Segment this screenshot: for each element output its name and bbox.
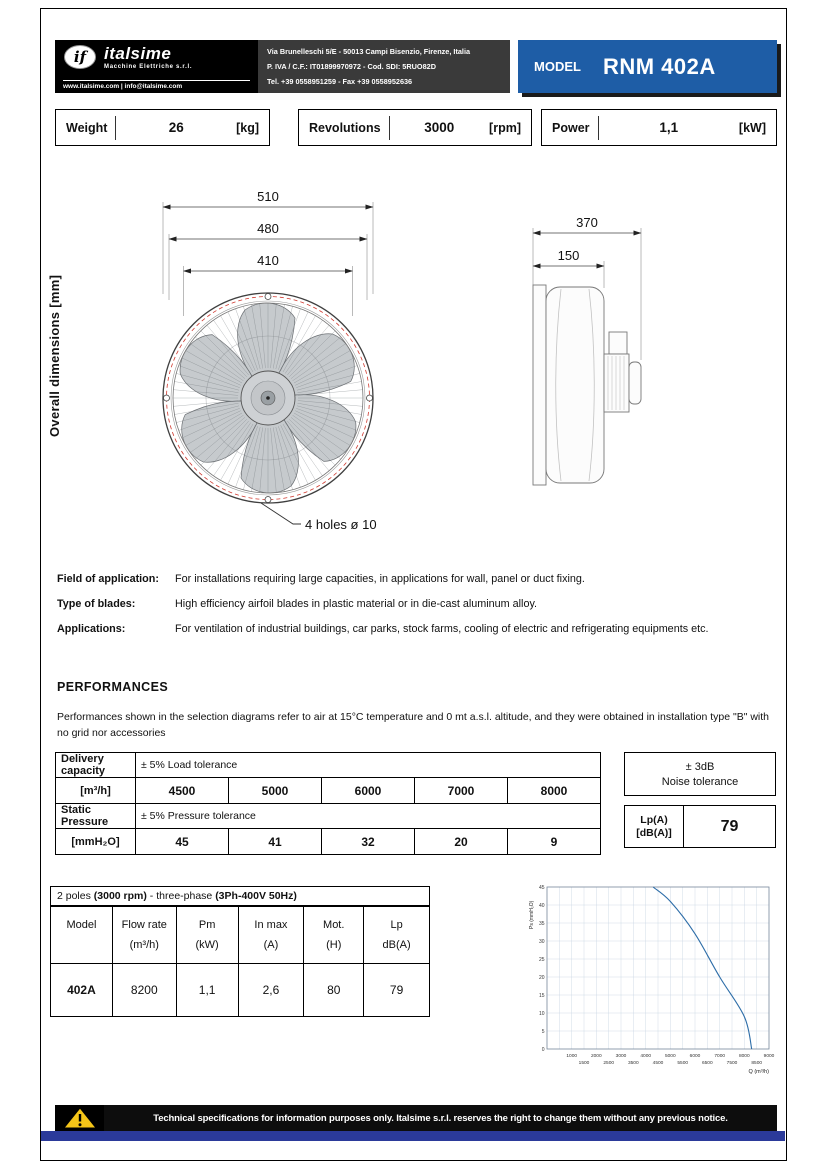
- pressure-unit: [mmH₂O]: [56, 829, 136, 855]
- applications-row: [57, 622, 773, 636]
- spec-value: 1,1: [659, 120, 679, 135]
- row-label: Applications:: [57, 623, 126, 636]
- fan-side-drawing: [533, 285, 641, 485]
- warning-icon: [63, 1107, 97, 1129]
- type-of-blades-row: [57, 597, 773, 611]
- noise-level-value: 79: [720, 817, 739, 835]
- cell-in-max: 2,6: [238, 964, 304, 1017]
- pressure-value: 32: [322, 829, 415, 855]
- motor-table: [50, 906, 430, 1017]
- model-label: MODEL: [534, 59, 581, 74]
- motor-table-header: [51, 907, 430, 964]
- spec-value: 3000: [424, 120, 455, 135]
- pressure-value: 41: [229, 829, 322, 855]
- company-address: [258, 40, 510, 93]
- col-model: Model: [51, 907, 113, 964]
- pressure-header-row: [56, 804, 601, 829]
- svg-text:3000: 3000: [615, 1054, 627, 1059]
- noise-tolerance-label: Noise tolerance: [661, 775, 739, 788]
- noise-tolerance-box: [624, 752, 776, 796]
- svg-text:5000: 5000: [664, 1054, 676, 1059]
- performances-heading: PERFORMANCES: [57, 680, 169, 694]
- spec-label: Revolutions: [309, 120, 381, 135]
- pressure-tolerance: ± 5% Pressure tolerance: [136, 804, 601, 829]
- noise-level-box: [624, 805, 776, 848]
- weight-spec-box: [55, 109, 270, 146]
- svg-text:Q (m³/h): Q (m³/h): [748, 1069, 769, 1075]
- motor-table-title: 2 poles (3000 rpm) - three-phase (3Ph-400V 50Hz): [50, 886, 430, 906]
- svg-text:6000: 6000: [689, 1054, 701, 1059]
- fan-front-drawing: [163, 293, 373, 503]
- field-of-application-row: [57, 572, 773, 586]
- mounting-plate: [533, 285, 546, 485]
- performance-curve-plot: [527, 882, 777, 1087]
- pressure-value: 9: [508, 829, 601, 855]
- address-line: Tel. +39 0558951259 - Fax +39 0558952636: [267, 77, 413, 86]
- bottom-accent-bar: [41, 1131, 785, 1141]
- address-line: Via Brunelleschi 5/E - 50013 Campi Bisenzio, Firenze, Italia: [267, 47, 471, 56]
- brand-name: italsime: [104, 43, 172, 63]
- pressure-value: 20: [415, 829, 508, 855]
- svg-text:8500: 8500: [751, 1061, 763, 1066]
- col-in-max: In max (A): [238, 907, 304, 964]
- svg-text:9000: 9000: [763, 1054, 775, 1059]
- cell-mot: 80: [304, 964, 364, 1017]
- delivery-value: 7000: [415, 778, 508, 804]
- dimensions-section-label: Overall dimensions [mm]: [47, 274, 62, 437]
- spec-label: Weight: [66, 120, 108, 135]
- svg-text:5500: 5500: [677, 1061, 689, 1066]
- delivery-value: 4500: [136, 778, 229, 804]
- svg-text:25: 25: [538, 956, 545, 963]
- fan-front-view: [143, 190, 393, 540]
- cell-lp: 79: [364, 964, 430, 1017]
- pressure-value: 45: [136, 829, 229, 855]
- logo-row: [63, 44, 250, 70]
- cell-flow: 8200: [112, 964, 176, 1017]
- address-line: P. IVA / C.F.: IT01899970972 - Cod. SDI: 5RUO82D: [267, 62, 436, 71]
- row-label: Field of application:: [57, 573, 159, 585]
- spec-unit: [kg]: [236, 120, 259, 135]
- delivery-capacity-label: Delivery capacity: [56, 753, 136, 778]
- spec-unit: [rpm]: [489, 120, 521, 135]
- logo-text: [104, 45, 192, 70]
- holes-leader-line: [261, 503, 301, 524]
- svg-text:7000: 7000: [714, 1054, 726, 1059]
- svg-text:3500: 3500: [627, 1061, 639, 1066]
- motor-end-cap: [629, 362, 641, 404]
- svg-text:8000: 8000: [738, 1054, 750, 1059]
- motor-data-section: [50, 886, 430, 1017]
- svg-text:7500: 7500: [726, 1061, 738, 1066]
- svg-text:15: 15: [538, 992, 545, 999]
- col-flow-rate: Flow rate (m³/h): [112, 907, 176, 964]
- delivery-value: 8000: [508, 778, 601, 804]
- performance-table: [55, 752, 601, 855]
- svg-text:6500: 6500: [701, 1061, 713, 1066]
- col-mot: Mot. (H): [304, 907, 364, 964]
- svg-text:4500: 4500: [652, 1061, 664, 1066]
- model-banner: [518, 40, 777, 93]
- brand-contact: www.italsime.com | info@italsime.com: [63, 80, 250, 90]
- spec-value: 26: [168, 120, 184, 135]
- spec-label: Power: [552, 120, 590, 135]
- fan-hub: [241, 371, 295, 425]
- dim-150: 150: [557, 248, 580, 263]
- dim-410: 410: [257, 253, 279, 268]
- logo-box: [55, 40, 258, 93]
- delivery-value: 6000: [322, 778, 415, 804]
- application-info: [57, 572, 773, 647]
- svg-text:4000: 4000: [640, 1054, 652, 1059]
- cell-pm: 1,1: [176, 964, 238, 1017]
- delivery-header-row: [56, 753, 601, 778]
- col-lp: Lp dB(A): [364, 907, 430, 964]
- terminal-box: [609, 332, 627, 354]
- performances-note: Performances shown in the selection diagrams refer to air at 15°C temperature and 0 mt a.s.l. altitude, and they were obtained in installation type "B" with no grid nor accessories: [57, 711, 770, 739]
- svg-text:0: 0: [541, 1046, 545, 1053]
- row-text: For ventilation of industrial buildings, car parks, stock farms, cooling of electric and refrigerating equipments etc.: [175, 623, 709, 636]
- delivery-unit: [m³/h]: [56, 778, 136, 804]
- power-spec-box: [541, 109, 777, 146]
- svg-text:10: 10: [538, 1010, 545, 1017]
- svg-text:35: 35: [538, 920, 545, 927]
- svg-text:2000: 2000: [590, 1054, 602, 1059]
- delivery-value: 5000: [229, 778, 322, 804]
- svg-text:40: 40: [538, 902, 545, 909]
- row-text: High efficiency airfoil blades in plastic material or in die-cast aluminum alloy.: [175, 598, 538, 611]
- model-value: RNM 402A: [602, 53, 716, 79]
- delivery-values-row: [56, 778, 601, 804]
- motor-table-row: [51, 964, 430, 1017]
- spec-summary-row: [55, 109, 777, 146]
- static-pressure-label: Static Pressure: [56, 804, 136, 829]
- svg-text:45: 45: [538, 884, 545, 891]
- header: [55, 40, 777, 93]
- load-tolerance: ± 5% Load tolerance: [136, 753, 601, 778]
- pressure-values-row: [56, 829, 601, 855]
- svg-text:Ps (mmH₂O): Ps (mmH₂O): [529, 900, 535, 929]
- dim-480: 480: [257, 221, 279, 236]
- logo-monogram: if: [73, 48, 87, 66]
- brand-subtitle: Macchine Elettriche s.r.l.: [104, 63, 193, 70]
- cell-model: 402A: [51, 964, 113, 1017]
- row-text: For installations requiring large capacities, in applications for wall, panel or duct fixing.: [175, 573, 585, 585]
- fan-casing: [546, 287, 604, 483]
- col-pm: Pm (kW): [176, 907, 238, 964]
- row-label: Type of blades:: [57, 598, 136, 611]
- performance-chart: [527, 882, 777, 1087]
- dim-370: 370: [576, 215, 598, 230]
- svg-text:20: 20: [538, 974, 545, 981]
- svg-text:1000: 1000: [566, 1054, 578, 1059]
- noise-level-label: Lp(A) [dB(A)]: [625, 806, 684, 847]
- noise-tolerance-value: ± 3dB: [685, 760, 715, 773]
- svg-text:2500: 2500: [603, 1061, 615, 1066]
- spec-unit: [kW]: [738, 120, 766, 135]
- warning-box: [55, 1105, 104, 1131]
- svg-text:1500: 1500: [578, 1061, 590, 1066]
- svg-text:5: 5: [541, 1028, 545, 1035]
- disclaimer-bar: Technical specifications for information purposes only. Italsime s.r.l. reserves the right to change them without any previous notice.: [104, 1105, 777, 1131]
- revolutions-spec-box: [298, 109, 532, 146]
- svg-text:30: 30: [538, 938, 545, 945]
- italsime-logo-icon: [63, 44, 97, 70]
- holes-annotation: 4 holes ø 10: [305, 517, 377, 532]
- dim-510: 510: [257, 189, 279, 204]
